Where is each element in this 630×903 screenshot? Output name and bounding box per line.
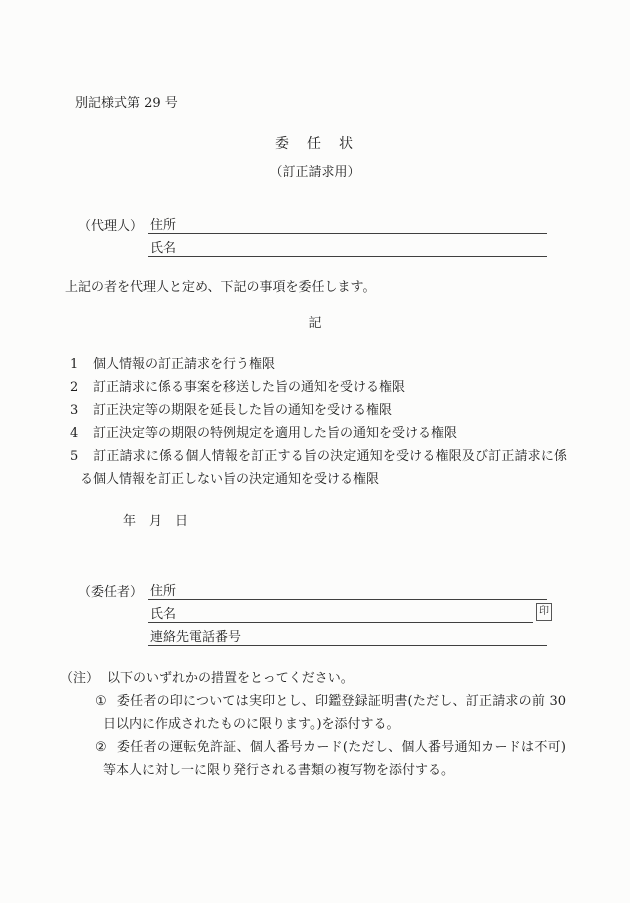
form-number: 別記様式第 29 号 xyxy=(75,96,178,111)
list-item xyxy=(70,399,567,422)
agent-address-row xyxy=(78,211,547,234)
note-header xyxy=(60,667,566,690)
list-item xyxy=(70,445,567,491)
agent-name-field xyxy=(148,234,547,257)
list-item xyxy=(70,422,567,445)
document-title: 委 任 状 xyxy=(275,136,355,152)
principal-address-label: 住所 xyxy=(150,584,177,599)
item-number: 5 xyxy=(70,449,79,464)
note-item xyxy=(95,736,566,782)
note-item-text: 委任者の運転免許証、個人番号カード(ただし、個人番号通知カードは不可)等本人に対し一に限り発行される書類の複写物を添付する。 xyxy=(103,740,566,778)
principal-section xyxy=(78,577,552,646)
item-text: 訂正請求に係る事案を移送した旨の通知を受ける権限 xyxy=(93,380,406,395)
document-subtitle: （訂正請求用） xyxy=(269,165,361,180)
note-item-number: ① xyxy=(95,694,107,709)
item-number: 2 xyxy=(70,380,79,395)
item-number: 1 xyxy=(70,357,79,372)
note-label: （注） xyxy=(60,671,100,686)
item-text: 訂正請求に係る個人情報を訂正する旨の決定通知を受ける権限及び訂正請求に係る個人情報を訂正しない旨の決定通知を受ける権限 xyxy=(80,449,567,487)
notes-section xyxy=(60,667,566,782)
principal-phone-label: 連絡先電話番号 xyxy=(150,630,242,645)
note-item-text: 委任者の印については実印とし、印鑑登録証明書(ただし、訂正請求の前 30 日以内に作成されたものに限ります。)を添付する。 xyxy=(103,694,566,732)
agent-address-label: 住所 xyxy=(150,218,177,233)
item-text: 訂正決定等の期限の特例規定を適用した旨の通知を受ける権限 xyxy=(93,426,458,441)
agent-address-field xyxy=(148,211,547,234)
delegated-authority-list xyxy=(70,353,567,491)
principal-phone-field xyxy=(148,623,547,646)
list-item xyxy=(70,376,567,399)
principal-name-row xyxy=(78,600,552,623)
seal-placeholder-box: 印 xyxy=(536,603,552,621)
list-item xyxy=(70,353,567,376)
principal-label: （委任者） xyxy=(78,585,144,600)
agent-label: （代理人） xyxy=(78,219,144,234)
note-item xyxy=(95,690,566,736)
agent-name-label: 氏名 xyxy=(150,241,177,256)
record-heading: 記 xyxy=(308,316,322,331)
declaration-text: 上記の者を代理人と定め、下記の事項を委任します。 xyxy=(65,280,376,295)
principal-address-row xyxy=(78,577,552,600)
principal-name-field xyxy=(148,600,533,623)
agent-section xyxy=(78,211,547,257)
agent-name-row xyxy=(78,234,547,257)
item-text: 訂正決定等の期限を延長した旨の通知を受ける権限 xyxy=(93,403,393,418)
item-number: 3 xyxy=(70,403,79,418)
date-line: 年 月 日 xyxy=(123,514,189,529)
note-intro: 以下のいずれかの措置をとってください。 xyxy=(107,671,354,686)
item-number: 4 xyxy=(70,426,79,441)
note-item-number: ② xyxy=(95,740,107,755)
principal-phone-row xyxy=(78,623,552,646)
principal-address-field xyxy=(148,577,547,600)
principal-name-label: 氏名 xyxy=(150,607,177,622)
item-text: 個人情報の訂正請求を行う権限 xyxy=(93,357,276,372)
